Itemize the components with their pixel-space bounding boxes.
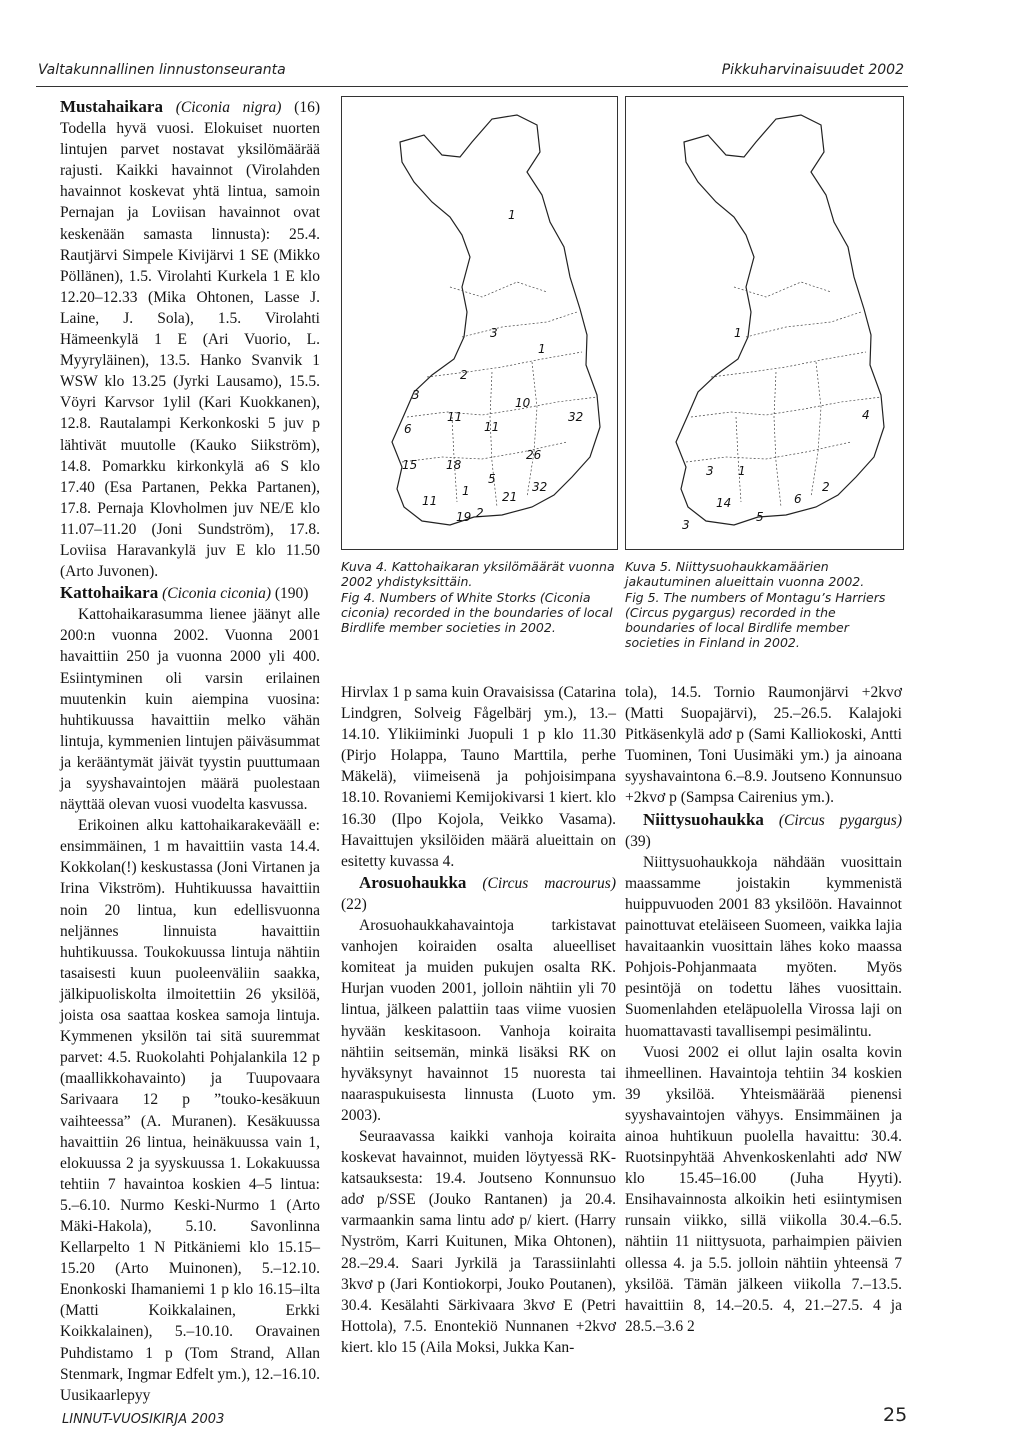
map-label: 2 [476, 506, 484, 520]
map-label: 19 [456, 510, 472, 524]
map-label: 3 [412, 388, 420, 402]
species-name: Mustahaikara [60, 97, 163, 116]
species-heading-montagus-harrier [625, 809, 902, 852]
paragraph: Vuosi 2002 ei ollut lajin osalta kovin ihmeellinen. Havaintoja tehtiin 34 koskien 39 yksilöä. Yhteismäärää pienensi syyshavaintojen vähyys. Ensimmäinen ja ainoa huhtikuun puolella havaittu: 30.4. Ruotsinpyhtää Ahvenkoskenlahti adơ NW klo 15.45–16.00 (Juha Hyyti). Ensihavainnosta alkoikin heti esiintymisen runsain viikko, sillä viikolla 30.4.–6.5. nähtiin 11 niittysuota, parhaimpien päivien ollessa 4. ja 5.5. jolloin nähtiin yhteensä 7 yksilöä. Tämän jälkeen viikolla 7.–13.5. havaittiin 8, 14.–20.5. 4, 21.–27.5. 4 ja 28.5.–3.6 2 [625, 1043, 902, 1335]
journal-footer: LINNUT-VUOSIKIRJA 2003 [62, 1412, 225, 1427]
map-label: 5 [756, 510, 764, 524]
map-label: 32 [532, 480, 548, 494]
map-label: 5 [488, 472, 496, 486]
map-label: 15 [402, 458, 418, 472]
map-label: 18 [446, 458, 462, 472]
figure-4-caption [341, 559, 617, 635]
caption-text-fi: Kattohaikaran yksilömäärät vuonna 2002 yhdistyksittäin. [341, 559, 615, 590]
running-header-right: Pikkuharvinaisuudet 2002 [721, 62, 904, 78]
map-label: 3 [682, 518, 690, 532]
text-column-3 [625, 682, 902, 1337]
species-count: (39) [625, 832, 651, 850]
finland-map-figure-5 [626, 97, 903, 549]
paragraph: Arosuohaukkahavaintoja tarkistavat vanhojen koiraiden osalta alueelliset komiteat ja muiden pukujen osalta RK. Hurjan vuoden 2001, jolloin nähtiin yli 70 lintua, jälkeen palattiin taas viime vuosien hyvään keskitasoon. Vanhoja koiraita nähtiin seitsemän, minkä lisäksi RK on hyväksynyt havainnot 15 nuoresta tai naaraspukuisesta linnusta (Luoto ym. 2003). [341, 917, 616, 1124]
paragraph: Seuraavassa kaikki vanhoja koiraita koskevat havainnot, muiden löytyessä RK-katsauksesta: 19.4. Joutseno Konnunsuo adơ p/SSE (Jouko Rantanen) ja 20.4. varmaankin sama lintu adơ p/ kiert. (Harry Nyström, Karri Kuitunen, Mika Ohtonen), 28.–29.4. Saari Jyrkilä ja Tarassiinlahti 3kvơ p (Jari Kontiokorpi, Jouko Poutanen), 30.4. Kesälahti Särkivaara 3kvơ E (Petri Hottola), 7.5. Enontekiö Nunnanen +2kvơ kiert. klo 15 (Aila Moksi, Jukka Kan- [341, 1127, 616, 1356]
species-heading-pallid-harrier [341, 872, 616, 915]
map-label: 26 [526, 448, 542, 462]
species-heading-white-stork [60, 582, 320, 604]
species-count: (190) [274, 585, 309, 603]
map-label: 2 [822, 480, 830, 494]
header-rule [36, 86, 908, 87]
map-labels [402, 208, 583, 524]
map-label: 11 [422, 494, 438, 508]
map-label: 11 [447, 410, 463, 424]
white-stork-map [341, 96, 618, 550]
finland-map-figure-4 [342, 97, 617, 549]
map-label: 1 [538, 342, 546, 356]
map-label: 1 [738, 464, 746, 478]
paragraph: Kattohaikarasumma lienee jäänyt alle 200:n vuonna 2002. Vuonna 2001 havaittiin 250 ja vuonna 2000 yli 400. Esiintyminen oli varsin erilainen muutenkin kuin aiempina vuosina: huhtikuussa havaittiin melko vähän lintuja, kymmenien lintujen päiväsummat ja kerääntymät jäivät tyystin puuttumaan ja syyshavaintojen määrä puolestaan näyttää olevan vuosi vuodelta kasvussa. [60, 606, 320, 814]
paragraph: Erikoinen alku kattohaikarakevääll e: ensimmäinen, 1 m havaittiin vasta 14.4. Kokkolan(!) keskustassa (Joni Virtanen ja Irina Vikström). Huhtikuussa havaittiin noin 20 lintua, kun edellisvuonna neljännes linnuista havaittiin huhtikuussa. Toukokuussa lintuja nähtiin tasaisesti kuun puoleenväliin saakka, jälkipuoliskolta ilmoitettiin 26 yksilöä, joista osa saattaa koskea samoja lintuja. Kymmenen yksilön tai sitä suuremmat parvet: 4.5. Ruokolahti Pohjalankila 12 p (maallikkohavainto) ja Tuupovaara Sarivaara 12 p ”touko-kesäkuun vaihteessa” (A. Muranen). Kesäkuussa havaittiin 26 lintua, heinäkuussa vain 1, elokuussa 2 ja syyskuussa 1. Lokakuussa tehtiin 7 havaintoa koskien 4–5 lintua: 5.–6.10. Nurmo Keski-Nurmo 1 (Arto Mäki-Hakola), 5.10. Savonlinna Kellarpelto 1 N Pitkäniemi klo 15.15–15.20 (Arto Muinonen), 5.–12.10. Enonkoski Ihamaniemi 1 p klo 16.15–ilta (Matti Koikkalainen, Erkki Koikkalainen), 5.–10.10. Oravainen Puhdistamo 1 p (Tom Strand, Allan Stenmark, Ingmar Edfelt ym.), 12.–16.10. Uusikaarlepyy [60, 817, 321, 1404]
map-label: 10 [515, 396, 531, 410]
paragraph: Hirvlax 1 p sama kuin Oravaisissa (Catarina Lindgren, Solveig Fågelbärj ym.), 13.–14.10. Ylikiiminki Juopuli 1 p klo 11.30 (Pirjo Holappa, Tauno Marttila, perhe Mäkelä), viimeisenä ja pohjoisimpana 18.10. Rovaniemi Kemijokivarsi 1 kiert. klo 16.30 (Ilpo Kojola, Veikko Vasama). Havaittujen yksilöiden määrä alueittain on esitetty kuvassa 4. [341, 684, 616, 870]
page-number: 25 [883, 1404, 908, 1426]
montagus-harrier-map [625, 96, 904, 550]
species-latin: (Circus macrourus) [482, 874, 616, 892]
species-latin: (Circus pygargus) [778, 811, 902, 829]
figure-5-caption [625, 559, 901, 651]
species-name: Niittysuohaukka [643, 809, 764, 829]
map-label: 1 [734, 326, 742, 340]
map-label: 1 [462, 484, 470, 498]
species-name: Arosuohaukka [359, 872, 467, 892]
running-header-left: Valtakunnallinen linnustonseuranta [38, 62, 286, 78]
species-entry-black-stork [60, 96, 320, 582]
map-labels [682, 326, 870, 532]
caption-label: Kuva 4. [341, 559, 388, 574]
map-label: 6 [794, 492, 802, 506]
caption-label: Kuva 5. [625, 559, 672, 574]
text-column-1 [60, 96, 320, 1406]
map-label: 1 [508, 208, 516, 222]
map-label: 3 [490, 326, 498, 340]
caption-label: Fig 5. [625, 589, 660, 605]
species-latin: (Ciconia nigra) [175, 99, 282, 116]
species-text: Todella hyvä vuosi. Elokuiset nuorten lintujen parvet nostavat yksilömäärää rajusti. Kaikki havainnot (Virolahden havainnot koskevat yhtä lintua, samoin Pernajan ja Loviisan havainnot ovat keskenään samasta linnusta): 25.4. Rautjärvi Simpele Kivijärvi 1 SE (Mikko Pöllänen), 1.5. Virolahti Kurkela 1 E klo 12.20–12.33 (Mika Ohtonen, Lasse J. Laine, J. Sola), 1.5. Virolahti Hämeenkylä 1 E (Ari Vuorio, L. Myyryläinen), 13.5. Hanko Svanvik 1 WSW klo 13.25 (Jyrki Lausamo), 15.5. Vöyri Karvsor 1ylil (Kari Kuokkanen), 12.8. Rautalampi Kerkonkoski 5 juv p lähtivät muutolle (Kauko Siikström), 14.8. Pomarkku kirkonkylä a6 S klo 17.40 (Esa Partanen, Pekka Partanen), 17.8. Pernaja Klovholmen juv NE/E klo 11.07–11.20 (Joni Sundström), 17.8. Loviisa Haravankylä juv E klo 11.50 (Arto Juvonen). [60, 120, 320, 581]
species-latin: (Ciconia ciconia) [162, 585, 272, 603]
map-label: 3 [706, 464, 714, 478]
map-label: 6 [404, 422, 412, 436]
caption-text-en: Numbers of White Storks (Ciconia ciconia) recorded in the boundaries of local Birdlife member societies in 2002. [341, 589, 613, 636]
caption-text-en: The numbers of Montagu’s Harriers (Circus pygargus) recorded in the boundaries of local Birdlife member societies in Finland in 2002. [625, 589, 886, 651]
map-label: 32 [568, 410, 584, 424]
map-label: 11 [484, 420, 500, 434]
map-label: 2 [460, 368, 468, 382]
caption-label: Fig 4. [341, 589, 376, 605]
species-name: Kattohaikara [60, 583, 159, 603]
caption-text-fi: Niittysuohaukkamäärien jakautuminen alueittain vuonna 2002. [625, 559, 865, 590]
text-column-2 [341, 682, 616, 1358]
paragraph: tola), 14.5. Tornio Raumonjärvi +2kvơ (Matti Suopajärvi), 25.–26.5. Kalajoki Pitkäsenkylä adơ p (Sami Kalliokoski, Antti Tuominen, Toni Uusimäki ym.) ja ainoana syyshavaintona 6.–8.9. Joutseno Konnunsuo +2kvơ p (Sampsa Cairenius ym.). [625, 684, 902, 807]
map-label: 21 [502, 490, 518, 504]
species-count: (22) [341, 895, 367, 913]
map-label: 4 [862, 408, 870, 422]
map-label: 14 [716, 496, 732, 510]
paragraph: Niittysuohaukkoja nähdään vuosittain maassamme joistakin kymmenistä huippuvuoden 2001 83 yksilöön. Havainnot painottuvat eteläiseen Suomeen, vaikka lajia havaitaankin vuosittain lähes koko maassa Pohjois-Pohjanmaata myöten. Myös pesintöjä on todettu lähes vuosittain. Suomenlahden eteläpuolella Virossa laji on huomattavasti tavallisempi pesimälintu. [625, 853, 902, 1040]
species-count: (16) [294, 99, 320, 116]
